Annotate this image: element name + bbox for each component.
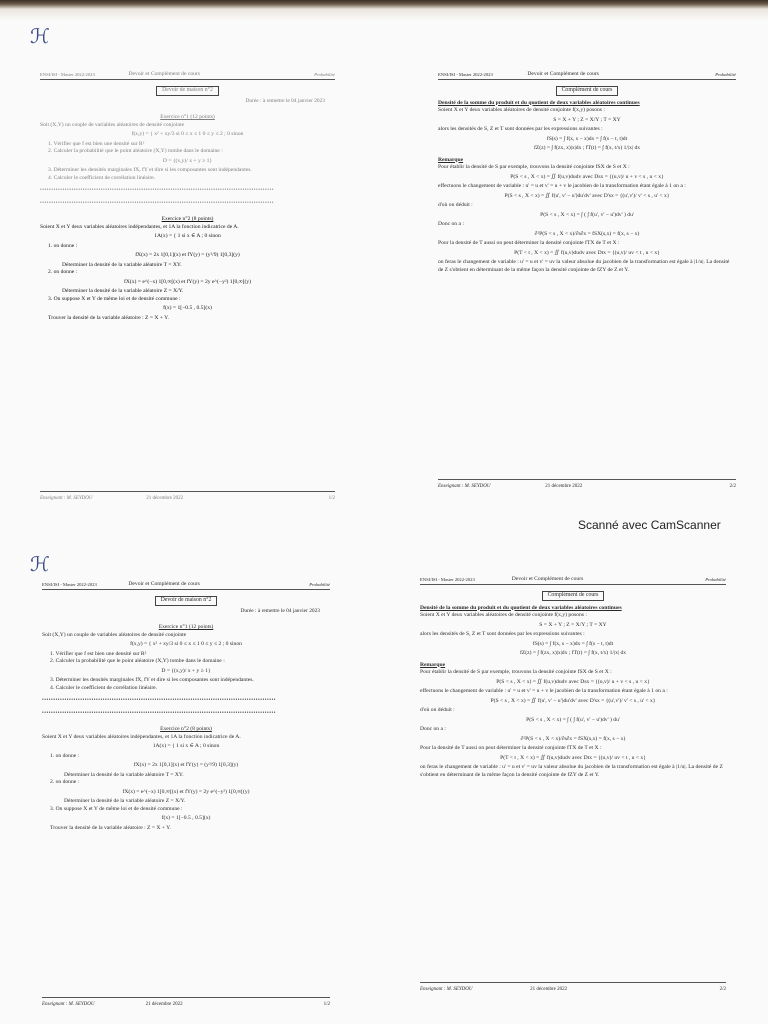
header-title: Devoir et Complément de cours	[527, 70, 599, 77]
complement-title-box: Complément de cours	[556, 86, 619, 96]
exercise-2-q1-task: Déterminer la densité de la variable aléatoire T = XY.	[64, 771, 184, 778]
deduction-label: d'où on déduit :	[420, 707, 455, 713]
exercise-2-q3: 3. On suppose X et Y de même loi et de densité commune :	[48, 295, 181, 302]
header-right: Probabilité	[314, 71, 335, 77]
page-header	[42, 580, 330, 590]
exercise-2-q1: 1. on donne :	[48, 242, 78, 249]
header-title: Devoir et Complément de cours	[128, 580, 200, 587]
scan-top-edge	[0, 0, 768, 20]
remarque-eq-3: P(T < t , X < x) = ∬ f(u,v)dudv avec Dtx = {(u,v)/ uv < t , u < x}	[514, 249, 660, 256]
exercise-2-q3-task: Trouver la densité de la variable aléatoire : Z = X + Y.	[50, 824, 171, 831]
remarque-text-3: Pour la densité de T aussi on peut déterminer la densité conjointe fTX de T et X :	[438, 240, 620, 246]
exercise-2-q1-eq: fX(x) = 2x 1[0,1](x) et fY(y) = (y²/9) 1[0,3](y)	[133, 762, 239, 768]
page-header	[438, 70, 736, 80]
remarque-heading: Remarque	[438, 156, 464, 163]
header-left: ENSI/ISI - Master 2022-2023	[42, 581, 97, 587]
complement-section-title: Densité de la somme du produit et du quotient de deux variables aléatoires continues	[438, 99, 640, 106]
separator-dots: ••••••••••••••••••••••••••••••••••••••••••••••••••••••••••••••••••••••••••••••••••••••••••••••••••••••••	[42, 698, 277, 703]
page-number: 1/2	[323, 1002, 330, 1007]
exercise-2-q2-task: Déterminer la densité de la variable aléatoire Z = X/Y.	[64, 798, 186, 804]
header-right: Probabilité	[715, 71, 736, 77]
complement-page-bottom	[420, 575, 726, 993]
donc-eq: ∂²P(S < s , X < x)/∂s∂x = fSX(s,x) = f(x, s − x)	[520, 735, 626, 742]
header-title: Devoir et Complément de cours	[511, 575, 584, 582]
remarque-text-4: on feras le changement de variable : u' = u et v' = uv la valeur absolue du jacobien de la transformation est égale à |1/u|. La densité de Z s'obtient en déterminant de la même façon la densité conjointe de fZY de Z et Y.	[420, 764, 723, 778]
exercise-1-q1: 1. Vérifier que f est bien une densité sur R²	[48, 140, 145, 147]
exercise-2-q2: 2. on donne :	[50, 779, 80, 785]
complement-page-top	[438, 70, 736, 490]
page-header	[420, 575, 726, 585]
remarque-eq-2: P(S < s , X < x) = ∬ f(u', v' − u')du'dv' avec D'sx = {(u',v')/ v' < s , u' < x}	[490, 697, 656, 704]
exercise-2-q2: 2. on donne :	[48, 269, 78, 275]
remarque-eq-1: P(S < s , X < x) = ∬ f(u,v)dudv avec Dsx = {(u,v)/ u + v < s , u < x}	[510, 173, 664, 180]
complement-intro: Soient X et Y deux variables aléatoires de densité conjointe f(x,y) posons :	[438, 107, 605, 113]
footer-date: 21 décembre 2022	[145, 1002, 183, 1007]
exercise-2-q3-eq: f(x) = 1[−0.5 , 0.5](x)	[163, 305, 212, 311]
footer-date: 21 décembre 2022	[146, 496, 184, 501]
remarque-eq-3: P(T < t , X < x) = ∬ f(u,v)dudv avec Dtx = {(u,v)/ uv < t , u < x}	[500, 754, 646, 761]
footer-teacher: Enseignant : M. SEYDOU	[42, 1002, 95, 1007]
exercise-1-intro: Soit (X,Y) un couple de variables aléatoires de densité conjointe	[40, 121, 185, 128]
exercise-2-q3-task: Trouver la densité de la variable aléatoire : Z = X + Y.	[48, 314, 169, 321]
page-footer	[420, 982, 726, 993]
exercise-1-domain: D = {(x,y)/ x + y ≥ 1}	[162, 157, 213, 164]
exercise-1-density: f(x,y) = { x² + xy/3 si 0 ≤ x ≤ 1 0 ≤ y ≤ 2 ; 0 sinon	[130, 641, 242, 647]
separator-dots: ••••••••••••••••••••••••••••••••••••••••••••••••••••••••••••••••••••••••••••••••••••••••••••••••••••••••	[40, 188, 275, 193]
exercise-1-q2: 2. Calculer la probabilité que le point aléatoire (X,Y) tombe dans le domaine :	[50, 658, 225, 664]
devoir-page-bottom	[42, 580, 330, 1008]
exercise-2-title: Exercice n°2 (8 points)	[160, 726, 212, 732]
remarque-text-4: on feras le changement de variable : u' = u et v' = uv la valeur absolue du jacobien de la transformation est égale à |1/u|. La densité de Z s'obtient en déterminant de la même façon la densité conjointe de fZY de Z et Y.	[438, 259, 730, 273]
exercise-1-domain: D = {(x,y)/ x + y ≥ 1}	[161, 667, 211, 674]
header-right: Probabilité	[309, 581, 330, 587]
exercise-2-title: Exercice n°2 (8 points)	[161, 216, 214, 222]
page-footer	[42, 997, 330, 1008]
page-number: 2/2	[729, 484, 736, 489]
header-title: Devoir et Complément de cours	[128, 70, 200, 77]
exercise-2-q3: 3. On suppose X et Y de même loi et de densité commune :	[50, 805, 183, 812]
remarque-eq-1: P(S < s , X < x) = ∬ f(u,v)dudv avec Dsx = {(u,v)/ u + v < s , u < x}	[496, 678, 650, 685]
exercise-2-q2-eq: fX(x) = e^(−x) 1[0,∞[(x) et fY(y) = 2y e^(−y²) 1[0,∞[(y)	[122, 788, 250, 795]
exercise-2-intro: Soient X et Y deux variables aléatoires indépendantes, et 1A la fonction indicatrice de A.	[42, 733, 241, 740]
page-number: 1/2	[328, 496, 335, 501]
exercise-2-q1: 1. on donne :	[50, 752, 80, 759]
separator-dots: ••••••••••••••••••••••••••••••••••••••••••••••••••••••••••••••••••••••••••••••••••••••••••••••••••••••••	[40, 200, 275, 206]
devoir-title-box: Devoir de maison n°2	[156, 86, 219, 96]
remarque-text-3: Pour la densité de T aussi on peut déterminer la densité conjointe fTX de T et X :	[420, 745, 602, 751]
deduction-label: d'où on déduit :	[438, 202, 473, 208]
donc-label: Donc on a :	[420, 726, 446, 732]
density-z-t-formula: fZ(z) = ∫ f(zx, x)|x|dx ; fT(t) = ∫ f(x, t/x) 1/|x| dx	[533, 145, 641, 151]
camscanner-watermark: Scanné avec CamScanner	[578, 518, 721, 532]
due-date: Durée : à remettre le 04 janvier 2023	[245, 97, 325, 104]
footer-teacher: Enseignant : M. SEYDOU	[438, 484, 491, 489]
exercise-2-intro: Soient X et Y deux variables aléatoires indépendantes, et 1A la fonction indicatrice de A.	[40, 223, 239, 230]
handwritten-mark-bottom: ℋ	[30, 552, 50, 576]
exercise-1-intro: Soit (X,Y) un couple de variables aléatoires de densité conjointe	[42, 631, 187, 638]
remarque-eq-2: P(S < s , X < x) = ∬ f(u', v' − u')du'dv' avec D'sx = {(u',v')/ v' < s , u' < x}	[504, 192, 670, 199]
exercise-1-title: Exercice n°1 (12 points)	[158, 624, 214, 630]
remarque-text-1: Pour établir la densité de S par exemple, trouvons la densité conjointe fSX de S et X :	[438, 164, 630, 170]
density-s-formula: fS(s) = ∫ f(x, s − x)dx = ∫ f(s − t, t)dt	[532, 640, 614, 647]
exercise-2-q1-task: Déterminer la densité de la variable aléatoire T = XY.	[62, 261, 182, 268]
exercise-2-indicator: 1A(x) = { 1 si x ∈ A ; 0 sinon	[152, 743, 220, 749]
donc-label: Donc on a :	[438, 221, 464, 227]
complement-section-title: Densité de la somme du produit et du quotient de deux variables aléatoires continues	[420, 604, 622, 611]
page-footer	[40, 491, 335, 502]
remarque-text-1: Pour établir la densité de S par exemple, trouvons la densité conjointe fSX de S et X :	[420, 669, 612, 675]
complement-title-box: Complément de cours	[542, 591, 605, 601]
exercise-1-title: Exercice n°1 (12 points)	[160, 114, 215, 120]
devoir-title-box: Devoir de maison n°2	[155, 596, 218, 606]
complement-intro: Soient X et Y deux variables aléatoires de densité conjointe f(x,y) posons :	[420, 612, 587, 618]
footer-teacher: Enseignant : M. SEYDOU	[420, 987, 473, 992]
header-left: ENSI/ISI - Master 2022-2023	[40, 71, 95, 77]
exercise-1-q2: 2. Calculer la probabilité que le point aléatoire (X,Y) tombe dans le domaine :	[48, 148, 223, 154]
due-date: Durée : à remettre le 04 janvier 2023	[240, 607, 320, 614]
complement-definitions: S = X + Y ; Z = X/Y ; T = XY	[553, 116, 621, 123]
density-z-t-formula: fZ(z) = ∫ f(zx, x)|x|dx ; fT(t) = ∫ f(x, t/x) 1/|x| dx	[519, 650, 627, 656]
complement-given: alors les densités de S, Z et T sont données par les expressions suivantes :	[420, 631, 585, 637]
exercise-1-q3: 3. Déterminer les densités marginales fX, fY et dire si les composantes sont indépendantes.	[48, 167, 252, 173]
exercise-1-q3: 3. Déterminer les densités marginales fX, fY et dire si les composantes sont indépendantes.	[50, 677, 254, 683]
exercise-1-q4: 4. Calculer le coefficient de corrélation linéaire.	[50, 684, 158, 691]
page-header	[40, 70, 335, 80]
handwritten-mark-top: ℋ	[30, 24, 50, 48]
exercise-2-q1-eq: fX(x) = 2x 1[0,1](x) et fY(y) = (y²/9) 1[0,3](y)	[135, 252, 240, 258]
header-left: ENSI/ISI - Master 2022-2023	[420, 576, 475, 582]
density-s-formula: fS(s) = ∫ f(x, s − x)dx = ∫ f(s − t, t)dt	[546, 135, 628, 142]
footer-teacher: Enseignant : M. SEYDOU	[40, 496, 93, 501]
exercise-2-q2-eq: fX(x) = e^(−x) 1[0,∞[(x) et fY(y) = 2y e^(−y²) 1[0,∞[(y)	[123, 278, 252, 285]
exercise-2-indicator: 1A(x) = { 1 si x ∈ A ; 0 sinon	[154, 233, 221, 239]
deduction-eq: P(S < s , X < x) = ∫ ( ∫ f(u', v' − u')dv' ) du'	[526, 716, 620, 723]
page-number: 2/2	[719, 987, 726, 992]
separator-dots: ••••••••••••••••••••••••••••••••••••••••••••••••••••••••••••••••••••••••••••••••••••••••••••••••••••••••	[42, 710, 277, 716]
exercise-1-q1: 1. Vérifier que f est bien une densité sur R²	[50, 650, 147, 657]
footer-date: 21 décembre 2022	[545, 484, 583, 489]
deduction-eq: P(S < s , X < x) = ∫ ( ∫ f(u', v' − u')dv' ) du'	[540, 211, 634, 218]
complement-definitions: S = X + Y ; Z = X/Y ; T = XY	[539, 621, 607, 628]
donc-eq: ∂²P(S < s , X < x)/∂s∂x = fSX(s,x) = f(x, s − x)	[534, 230, 640, 237]
header-left: ENSI/ISI - Master 2022-2023	[438, 71, 493, 77]
complement-given: alors les densités de S, Z et T sont données par les expressions suivantes :	[438, 126, 603, 132]
footer-date: 21 décembre 2022	[530, 987, 568, 992]
exercise-2-q3-eq: f(x) = 1[−0.5 , 0.5](x)	[161, 815, 211, 821]
page-footer	[438, 479, 736, 490]
exercise-2-q2-task: Déterminer la densité de la variable aléatoire Z = X/Y.	[62, 288, 184, 294]
exercise-1-q4: 4. Calculer le coefficient de corrélation linéaire.	[48, 174, 156, 181]
remarque-heading: Remarque	[420, 661, 446, 668]
remarque-text-2: effectuons le changement de variable : u' = u et v' = u + v le jacobien de la transformation étant égale à 1 on a :	[420, 688, 668, 694]
remarque-text-2: effectuons le changement de variable : u' = u et v' = u + v le jacobien de la transformation étant égale à 1 on a :	[438, 183, 686, 189]
header-right: Probabilité	[705, 576, 726, 582]
devoir-page-top	[40, 70, 335, 502]
exercise-1-density: f(x,y) = { x² + xy/3 si 0 ≤ x ≤ 1 0 ≤ y ≤ 2 ; 0 sinon	[131, 131, 244, 137]
